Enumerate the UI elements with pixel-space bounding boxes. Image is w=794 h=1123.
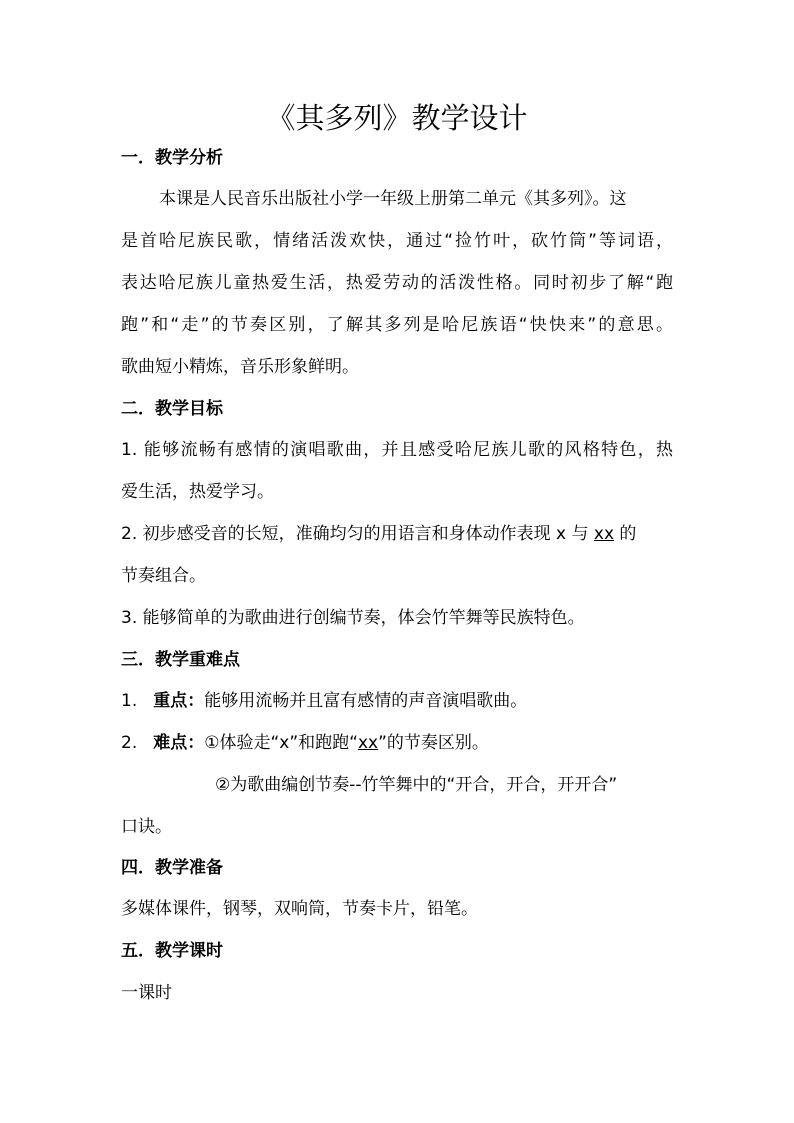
key-point-text-2a: ①体验走“x”和跑跑“ [204,733,358,753]
analysis-line-3: 表达哈尼族儿童热爱生活，热爱劳动的活泼性格。同时初步了解“跑 [121,273,673,293]
rhythm-xx-underlined: xx [593,524,615,544]
key-point-item-1 [121,689,527,713]
key-point-number-2: 2. [121,733,138,753]
analysis-line-5: 歌曲短小精炼，音乐形象鲜明。 [121,357,359,377]
section-heading-analysis: 一．教学分析 [121,148,223,168]
hours-text: 一课时 [121,983,172,1003]
analysis-line-4: 跑”和“走”的节奏区别，了解其多列是哈尼族语“快快来”的意思。 [121,315,673,335]
section-heading-prep: 四．教学准备 [121,858,223,878]
goal-item-1-line-1: 1. 能够流畅有感情的演唱歌曲，并且感受哈尼族儿歌的风格特色，热 [121,440,673,460]
rhythm-xx-underlined-2: xx [357,733,379,753]
goal-item-2-line-1 [121,522,636,546]
goal-item-1-line-2: 爱生活，热爱学习。 [121,482,274,502]
prep-text: 多媒体课件，钢琴，双响筒，节奏卡片，铅笔。 [121,899,478,919]
goal-item-2-text-b: 的 [614,524,637,544]
analysis-line-2: 是首哈尼族民歌，情绪活泼欢快，通过“捡竹叶，砍竹筒”等词语， [121,231,673,251]
key-point-item-2-sub: ②为歌曲编创节奏--竹竿舞中的“开合，开合，开开合” [215,775,618,795]
goal-item-3: 3. 能够简单的为歌曲进行创编节奏，体会竹竿舞等民族特色。 [121,608,585,628]
section-heading-goals: 二．教学目标 [121,399,223,419]
section-heading-hours: 五．教学课时 [121,941,223,961]
key-point-text-1: 能够用流畅并且富有感情的声音演唱歌曲。 [204,691,528,711]
key-point-item-2 [121,731,489,755]
section-heading-key-points: 三．教学重难点 [121,650,240,670]
key-point-label-1: 重点： [153,691,205,711]
key-point-label-2: 难点： [153,733,205,753]
goal-item-2-line-2: 节奏组合。 [121,566,206,586]
key-point-text-2b: ”的节奏区别。 [378,733,489,753]
document-title: 《其多列》教学设计 [266,101,528,135]
analysis-line-1: 本课是人民音乐出版社小学一年级上册第二单元《其多列》。这 [159,189,627,209]
key-point-item-2-sub-cont: 口诀。 [121,817,172,837]
key-point-number-1: 1. [121,691,138,711]
goal-item-2-text-a: 2. 初步感受音的长短，准确均匀的用语言和身体动作表现 x 与 [121,524,594,544]
